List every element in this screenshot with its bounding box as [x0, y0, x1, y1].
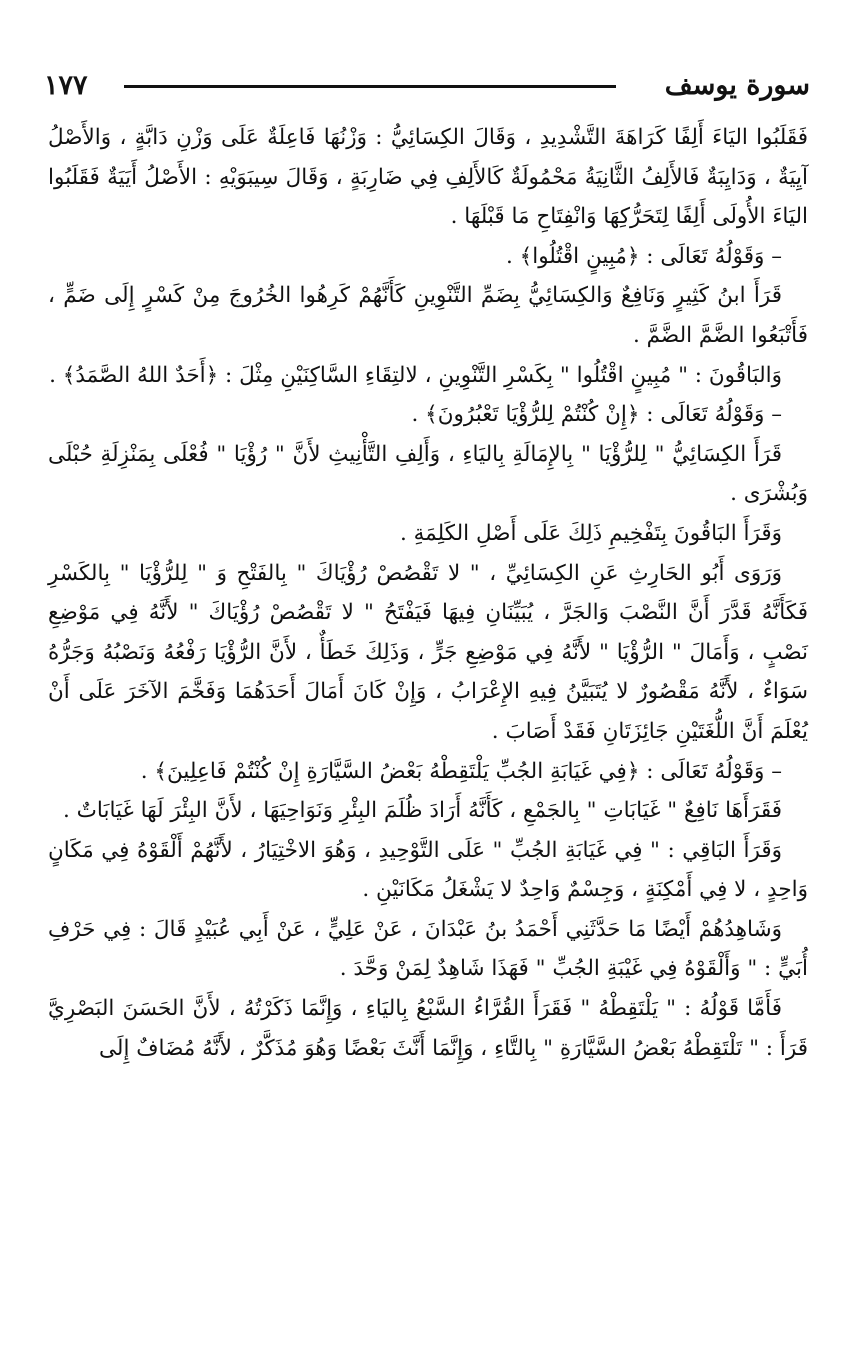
paragraph-2: قَرَأَ ابنُ كَثِيرٍ وَنَافِعٌ وَالكِسَائِيُّ بِضَمِّ التَّنْوِينِ كَأَنَّهُمْ كَرِهُوا الخُرُوجَ مِنْ كَسْرٍ إِلَى ضَمٍّ ، فَأَتْبَعُوا الضَّمَّ الضَّمَّ . — [48, 283, 808, 348]
page-number: ١٧٧ — [44, 70, 88, 101]
paragraph-9: وَشَاهِدُهُمْ أَيْضًا مَا حَدَّثَنِي أَحْمَدُ بنُ عَبْدَانَ ، عَنْ عَلِيٍّ ، عَنْ أَبِي عُبَيْدٍ قَالَ : فِي حَرْفِ أُبَيٍّ : " وَأَلْقَوْهُ فِي غَيْبَةِ الجُبِّ " فَهَذَا شَاهِدٌ لِمَنْ وَحَّدَ . — [48, 916, 808, 982]
paragraph-7: فَقَرَأَهَا نَافِعٌ " غَيَابَاتِ " بِالجَمْعِ ، كَأَنَّهُ أَرَادَ ظُلَمَ البِئْرِ وَنَوَاحِيَهَا ، لأَنَّ البِئْرَ لَهَا غَيَابَاتٌ . — [63, 798, 782, 824]
paragraph-1: فَقَلَبُوا اليَاءَ أَلِفًا كَرَاهَةَ التَّشْدِيدِ ، وَقَالَ الكِسَائِيُّ : وَزْنُهَا فَاعِلَةٌ عَلَى وَزْنِ دَابَّةٍ ، وَالأَصْلُ آيِيَةٌ ، وَدَايِبَةٌ فَالأَلِفُ الثَّانِيَةُ مَحْمُولَةٌ كَالأَلِفِ فِي ضَارِبَةٍ ، وَقَالَ سِيبَوَيْهِ : الأَصْلُ أَيَيَةٌ فَقَلَبُوا اليَاءَ الأُولَى أَلِفًا لِتَحَرُّكِهَا وَانْفِتَاحِ مَا قَبْلَهَا . — [48, 125, 808, 230]
paragraph-5: وَقَرَأَ البَاقُونَ بِتَفْخِيمِ ذَلِكَ عَلَى أَصْلِ الكَلِمَةِ . — [399, 520, 782, 546]
verse-heading-2: – وَقَوْلُهُ تَعَالَى : ﴿إِنْ كُنْتُمْ لِلرُّؤْيَا تَعْبُرُونَ﴾ . — [411, 402, 782, 428]
paragraph-10: فَأَمَّا قَوْلُهُ : " يَلْتَقِطْهُ " فَقَرَأَ القُرَّاءُ السَّبْعُ بِاليَاءِ ، وَإِنَّمَا ذَكَرْتُهُ ، لأَنَّ الحَسَنَ البَصْرِيَّ قَرَأَ : " تَلْتَقِطْهُ بَعْضُ السَّيَّارَةِ " بِالتَّاءِ ، وَإِنَّمَا أَنَّثَ بَعْضًا وَهُوَ مُذَكَّرٌ ، لأَنَّهُ مُضَافٌ إِلَى — [48, 996, 808, 1061]
page-body — [48, 118, 808, 1068]
surah-title: سورة يوسف — [664, 70, 810, 101]
paragraph-8: وَقَرَأَ البَاقِي : " فِي غَيَابَةِ الجُبِّ " عَلَى التَّوْحِيدِ ، وَهُوَ الاخْتِيَارُ ، لأَنَّهُمْ أَلْقَوْهُ فِي مَكَانٍ وَاحِدٍ ، لا فِي أَمْكِنَةٍ ، وَجِسْمٌ وَاحِدٌ لا يَشْغَلُ مَكَانَيْنِ . — [48, 837, 808, 903]
paragraph-6: وَرَوَى أَبُو الحَارِثِ عَنِ الكِسَائِيِّ ، " لا تَقْصُصْ رُؤْيَاكَ " بِالفَتْحِ وَ " لِلرُّؤْيَا " بِالكَسْرِ فَكَأَنَّهُ قَدَّرَ أَنَّ النَّصْبَ وَالجَرَّ ، يُبَيِّنَانِ فِيهَا فَيَفْتَحُ " لا تَقْصُصْ رُؤْيَاكَ " لأَنَّهُ فِي مَوْضِعِ نَصْبٍ ، وَأَمَالَ " الرُّؤْيَا " لأَنَّهُ فِي مَوْضِعِ جَرٍّ ، وَذَلِكَ خَطَأٌ ، لأَنَّ الرُّؤْيَا رَفْعُهُ وَنَصْبُهُ وَجَرُّهُ سَوَاءٌ ، لأَنَّهُ مَقْصُورٌ لا يُتَبَيَّنُ فِيهِ الإِعْرَابُ ، وَإِنْ كَانَ أَمَالَ أَحَدَهُمَا وَفَخَّمَ الآخَرَ عَلَى أَنْ يُعْلَمَ أَنَّ اللُّغَتَيْنِ جَائِزَتَانِ فَقَدْ أَصَابَ . — [48, 560, 808, 744]
paragraph-3: وَالبَاقُونَ : " مُبِينٍ اقْتُلُوا " بِكَسْرِ التَّنْوِينِ ، لالتِقَاءِ السَّاكِنَيْنِ مِثْلَ : ﴿أَحَدٌ اللهُ الصَّمَدُ﴾ . — [49, 362, 782, 388]
verse-heading-3: – وَقَوْلُهُ تَعَالَى : ﴿فِي غَيَابَةِ الجُبِّ يَلْتَقِطْهُ بَعْضُ السَّيَّارَةِ إِنْ كُنْتُمْ فَاعِلِينَ﴾ . — [140, 758, 782, 784]
page-header — [44, 66, 810, 106]
verse-heading-1: – وَقَوْلُهُ تَعَالَى : ﴿مُبِينٍ اقْتُلُوا﴾ . — [505, 243, 782, 269]
paragraph-4: قَرَأَ الكِسَائِيُّ " لِلرُّؤْيَا " بِالإِمَالَةِ بِاليَاءِ ، وَأَلِفِ التَّأْنِيثِ لأَنَّ " رُؤْيَا " فُعْلَى بِمَنْزِلَةِ حُبْلَى وَبُشْرَى . — [48, 441, 808, 507]
header-rule — [124, 85, 616, 88]
